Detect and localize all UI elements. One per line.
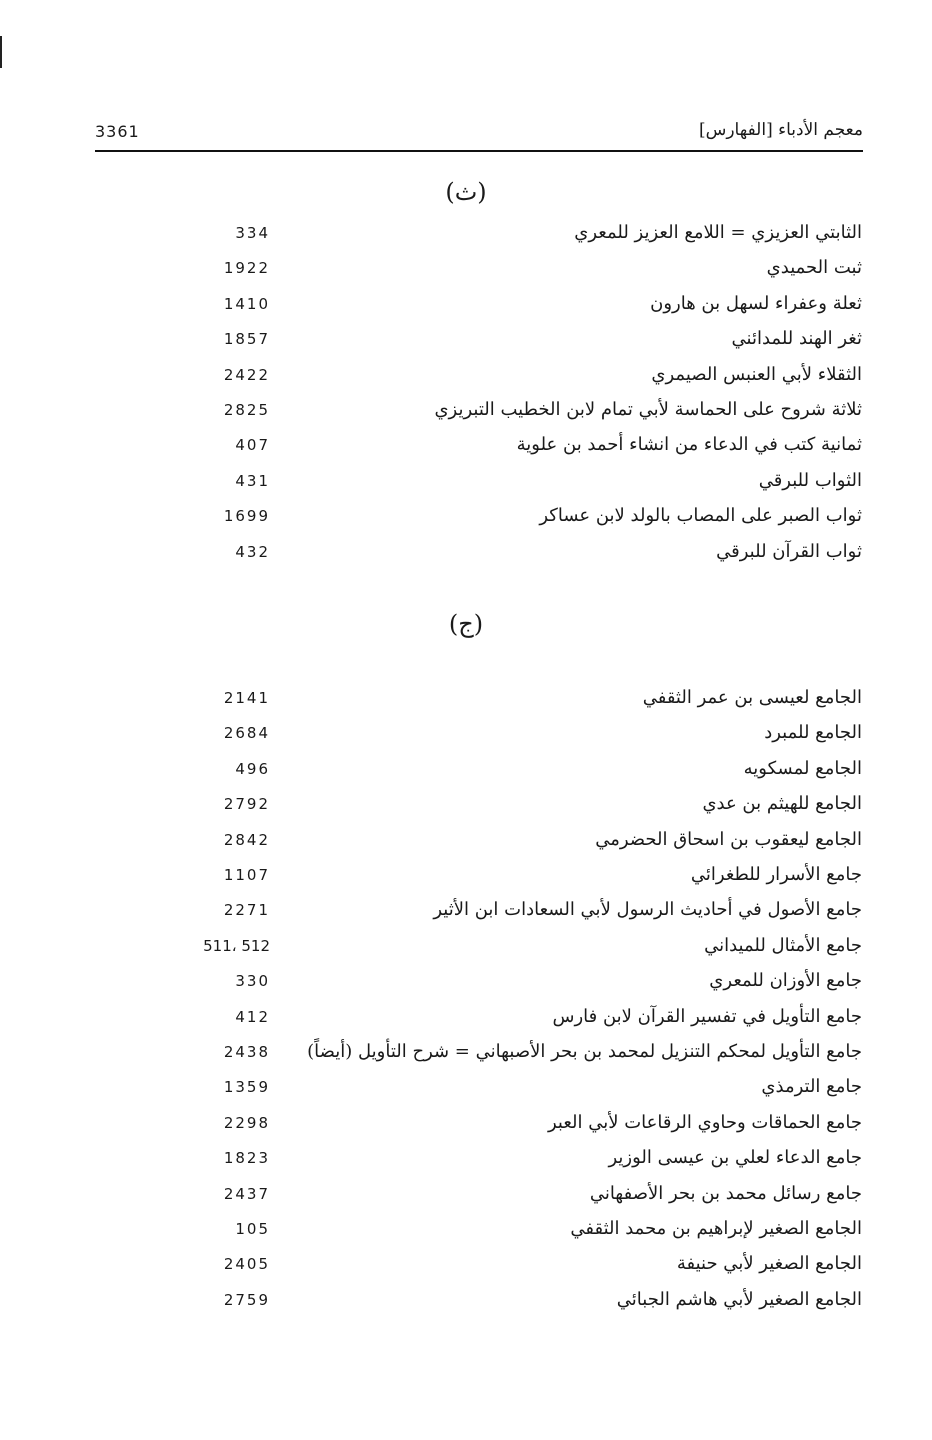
entry-title: الجامع للمبرد — [764, 722, 862, 744]
entry-page-number: 2271 — [223, 901, 270, 920]
entry-page-number: 2438 — [223, 1043, 270, 1061]
entry-page-number: 496 — [235, 759, 270, 778]
index-entry — [0, 966, 932, 1002]
entry-title: ثواب الصبر على المصاب بالولد لابن عساكر — [539, 505, 862, 527]
index-entry — [0, 683, 932, 719]
entry-page-number: 1359 — [223, 1078, 270, 1097]
entry-page-number: 2684 — [223, 724, 270, 743]
entry-title: جامع الحماقات وحاوي الرقاعات لأبي العبر — [547, 1111, 862, 1133]
index-entry — [0, 218, 932, 254]
index-entry — [0, 289, 932, 325]
entry-page-number: 2437 — [223, 1184, 270, 1203]
page-number: 3361 — [95, 122, 140, 141]
entry-page-number: 2759 — [223, 1290, 270, 1309]
index-entry — [0, 395, 932, 431]
entry-title: جامع رسائل محمد بن بحر الأصفهاني — [589, 1182, 862, 1204]
entry-page-number: 334 — [235, 224, 270, 242]
entry-title: الجامع للهيثم بن عدي — [702, 793, 862, 815]
entry-title: الثواب للبرقي — [758, 469, 862, 491]
entry-title: ثغر الهند للمدائني — [731, 328, 862, 350]
index-entry — [0, 1249, 932, 1285]
running-title: معجم الأدباء [الفهارس] — [698, 120, 863, 140]
entry-page-number: 2825 — [223, 401, 270, 419]
entry-title: جامع الأصول في أحاديث الرسول لأبي السعادات ابن الأثير — [433, 899, 862, 921]
entry-page-number: 1107 — [223, 866, 270, 884]
entry-title: الجامع الصغير لأبي حنيفة — [676, 1253, 862, 1275]
entry-title: جامع التأويل لمحكم التنزيل لمحمد بن بحر الأصبهاني = شرح التأويل (أيضاً) — [307, 1041, 862, 1062]
entry-title: ثعلة وعفراء لسهل بن هارون — [650, 292, 862, 314]
entry-page-number: 1410 — [223, 294, 270, 313]
index-entry — [0, 466, 932, 502]
entry-page-number: 2405 — [223, 1255, 270, 1274]
index-entry — [0, 1285, 932, 1321]
index-entry — [0, 860, 932, 896]
index-entry — [0, 1002, 932, 1038]
index-entry — [0, 1037, 932, 1073]
entry-page-number: 330 — [235, 972, 270, 991]
index-entry — [0, 501, 932, 537]
entry-title: جامع الأسرار للطغرائي — [690, 864, 862, 885]
margin-mark — [0, 36, 2, 68]
entry-title: جامع الترمذي — [761, 1076, 862, 1098]
entry-title: ثبت الحميدي — [766, 257, 862, 279]
index-entry — [0, 1179, 932, 1215]
entry-title: جامع الدعاء لعلي بن عيسى الوزير — [608, 1147, 862, 1169]
entry-title: جامع الأوزان للمعري — [709, 970, 862, 992]
index-entry — [0, 1072, 932, 1108]
index-entry — [0, 825, 932, 861]
entry-page-number: 2141 — [223, 689, 270, 707]
entry-page-number: 105 — [235, 1220, 270, 1238]
entry-page-number: 412 — [235, 1007, 270, 1026]
entry-page-number: 2298 — [223, 1113, 270, 1132]
index-entry — [0, 718, 932, 754]
entry-page-number: 2422 — [223, 365, 270, 384]
index-entry — [0, 1108, 932, 1144]
entry-title: الجامع ليعقوب بن اسحاق الحضرمي — [595, 828, 862, 850]
entry-title: ثمانية كتب في الدعاء من انشاء أحمد بن علوية — [516, 434, 862, 456]
index-entry — [0, 789, 932, 825]
entry-page-number: 511، 512 — [203, 936, 270, 955]
entry-title: جامع الأمثال للميداني — [704, 934, 862, 956]
section-letter-heading: (ث) — [445, 178, 487, 206]
index-entry — [0, 253, 932, 289]
header-rule — [95, 150, 863, 152]
index-entry — [0, 360, 932, 396]
index-entry — [0, 1214, 932, 1250]
entry-title: ثواب القرآن للبرقي — [716, 540, 862, 562]
index-entry — [0, 931, 932, 967]
entry-title: الجامع الصغير لأبي هاشم الجبائي — [616, 1288, 862, 1310]
entry-page-number: 2792 — [223, 795, 270, 814]
entry-page-number: 2842 — [223, 830, 270, 849]
index-entry — [0, 895, 932, 931]
entry-title: الجامع لعيسى بن عمر الثقفي — [642, 687, 862, 708]
entry-title: جامع التأويل في تفسير القرآن لابن فارس — [552, 1005, 862, 1027]
index-entry — [0, 537, 932, 573]
entry-page-number: 407 — [235, 436, 270, 455]
index-entry — [0, 324, 932, 360]
entry-page-number: 431 — [235, 471, 270, 490]
index-entry — [0, 754, 932, 790]
entry-page-number: 1857 — [223, 330, 270, 349]
entry-title: الثابتي العزيزي = اللامع العزيز للمعري — [574, 222, 862, 243]
entry-title: الجامع الصغير لإبراهيم بن محمد الثقفي — [570, 1218, 862, 1239]
entry-page-number: 1823 — [223, 1149, 270, 1168]
entry-title: الثقلاء لأبي العنبس الصيمري — [651, 363, 862, 385]
entry-page-number: 1922 — [223, 259, 270, 278]
section-letter-heading: (ج) — [448, 610, 484, 638]
entry-page-number: 432 — [235, 542, 270, 561]
entry-title: ثلاثة شروح على الحماسة لأبي تمام لابن الخطيب التبريزي — [434, 399, 862, 420]
entry-title: الجامع لمسكويه — [743, 757, 862, 779]
entry-page-number: 1699 — [223, 507, 270, 526]
index-entry — [0, 430, 932, 466]
index-entry — [0, 1143, 932, 1179]
page-header — [95, 120, 863, 150]
